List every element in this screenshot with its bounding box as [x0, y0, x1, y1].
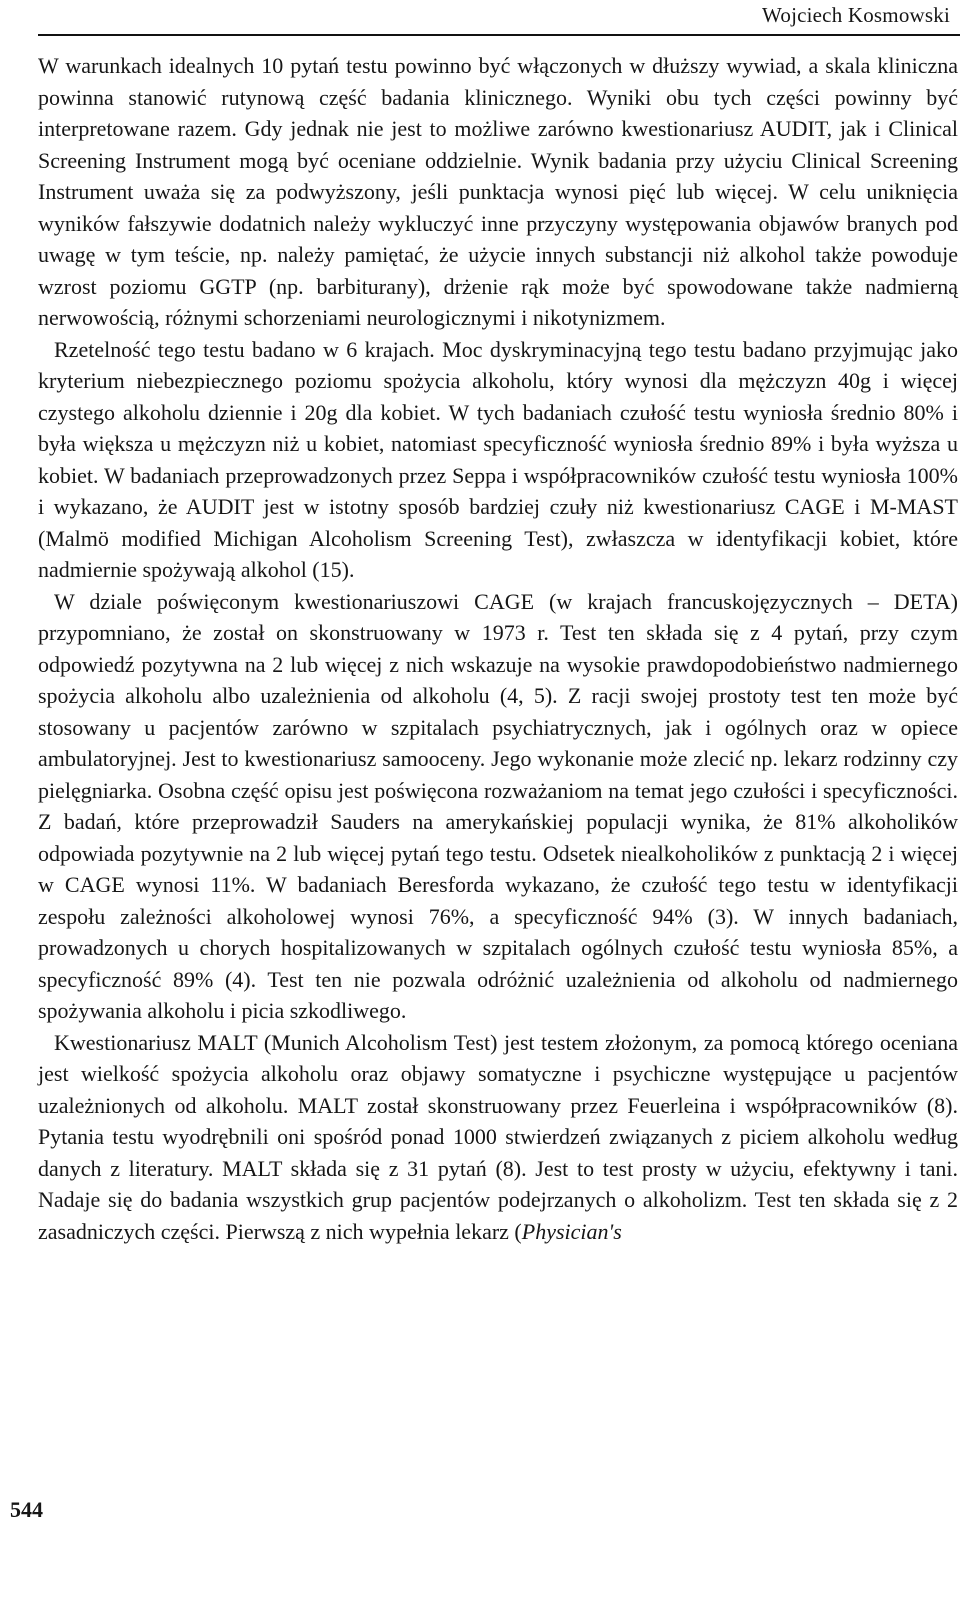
paragraph-4-italic-term: Physician's — [521, 1218, 622, 1244]
paragraph-2: Rzetelność tego testu badano w 6 krajach. Moc dyskryminacyjną tego testu badano przyjmując jako kryterium niebezpiecznego poziomu spożycia alkoholu, który wynosi dla mężczyzn 40g i więcej czystego alkoholu dziennie i 20g dla kobiet. W tych badaniach czułość testu wyniosła średnio 80% i była większa u mężczyzn niż u kobiet, natomiast specyficzność wyniosła średnio 89% i była wyższa u kobiet. W badaniach przeprowadzonych przez Seppa i współpracowników czułość testu wyniosła 100% i wykazano, że AUDIT jest w istotny sposób bardziej czuły niż kwestionariusz CAGE i M-MAST (Malmö modified Michigan Alcoholism Screening Test), zwłaszcza w identyfikacji kobiet, które nadmiernie spożywają alkohol (15). — [38, 336, 958, 582]
running-head-author: Wojciech Kosmowski — [762, 3, 950, 27]
paragraph-3: W dziale poświęconym kwestionariuszowi CAGE (w krajach francuskojęzycznych – DETA) przypomniano, że został on skonstruowany w 1973 r. Test ten składa się z 4 pytań, przy czym odpowiedź pozytywna na 2 lub więcej z nich wskazuje na wysokie prawdopodobieństwo nadmiernego spożycia alkoholu albo uzależnienia od alkoholu (4, 5). Z racji swojej prostoty test ten może być stosowany u pacjentów zarówno w szpitalach psychiatrycznych, jak i ogólnych oraz w opiece ambulatoryjnej. Jest to kwestionariusz samooceny. Jego wykonanie może zlecić np. lekarz rodzinny czy pielęgniarka. Osobna część opisu jest poświęcona rozważaniom na temat jego czułości i specyficzności. Z badań, które przeprowadził Sauders na amerykańskiej populacji wynika, że 81% alkoholików odpowiada pozytywnie na 2 lub więcej pytań tego testu. Odsetek niealkoholików z punktacją 2 i więcej w CAGE wynosi 11%. W badaniach Beresforda wykazano, że czułość tego testu w identyfikacji zespołu zależności alkoholowej wynosi 76%, a specyficzność 94% (3). W innych badaniach, prowadzonych u chorych hospitalizowanych w szpitalach ogólnych czułość testu wyniosła 85%, a specyficzność 89% (4). Test ten nie pozwala odróżnić uzależnienia od alkoholu od nadmiernego spożywania alkoholu i picia szkodliwego. — [38, 588, 958, 1023]
header-rule — [38, 34, 960, 36]
paragraph-4-text: Kwestionariusz MALT (Munich Alcoholism Test) jest testem złożonym, za pomocą którego oceniana jest wielkość spożycia alkoholu oraz objawy somatyczne i psychiczne występujące u pacjentów uzależnionych od alkoholu. MALT został skonstruowany przez Feuerleina i współpracowników (8). Pytania testu wyodrębnili oni spośród ponad 1000 stwierdzeń związanych z piciem alkoholu według danych z literatury. MALT składa się z 31 pytań (8). Jest to test prosty w użyciu, efektywny i tani. Nadaje się do badania wszystkich grup pacjentów podejrzanych o alkoholizm. Test ten składa się z 2 zasadniczych części. Pierwszą z nich wypełnia lekarz ( — [38, 1029, 958, 1244]
page-number: 544 — [10, 1497, 43, 1522]
paragraph-4 — [38, 1027, 958, 1248]
paragraph-1: W warunkach idealnych 10 pytań testu powinno być włączonych w dłuższy wywiad, a skala kliniczna powinna stanowić rutynową część badania klinicznego. Wyniki obu tych części powinny być interpretowane razem. Gdy jednak nie jest to możliwe zarówno kwestionariusz AUDIT, jak i Clinical Screening Instrument mogą być oceniane oddzielnie. Wynik badania przy użyciu Clinical Screening Instrument uważa się za podwyższony, jeśli punktacja wynosi pięć lub więcej. W celu uniknięcia wyników fałszywie dodatnich należy wykluczyć inne przyczyny występowania objawów branych pod uwagę w tym teście, np. należy pamiętać, że użycie innych substancji niż alkohol także powoduje wzrost poziomu GGTP (np. barbiturany), drżenie rąk może być spowodowane także nadmierną nerwowością, różnymi schorzeniami neurologicznymi i nikotynizmem. — [38, 53, 958, 330]
body-text — [38, 50, 958, 1247]
